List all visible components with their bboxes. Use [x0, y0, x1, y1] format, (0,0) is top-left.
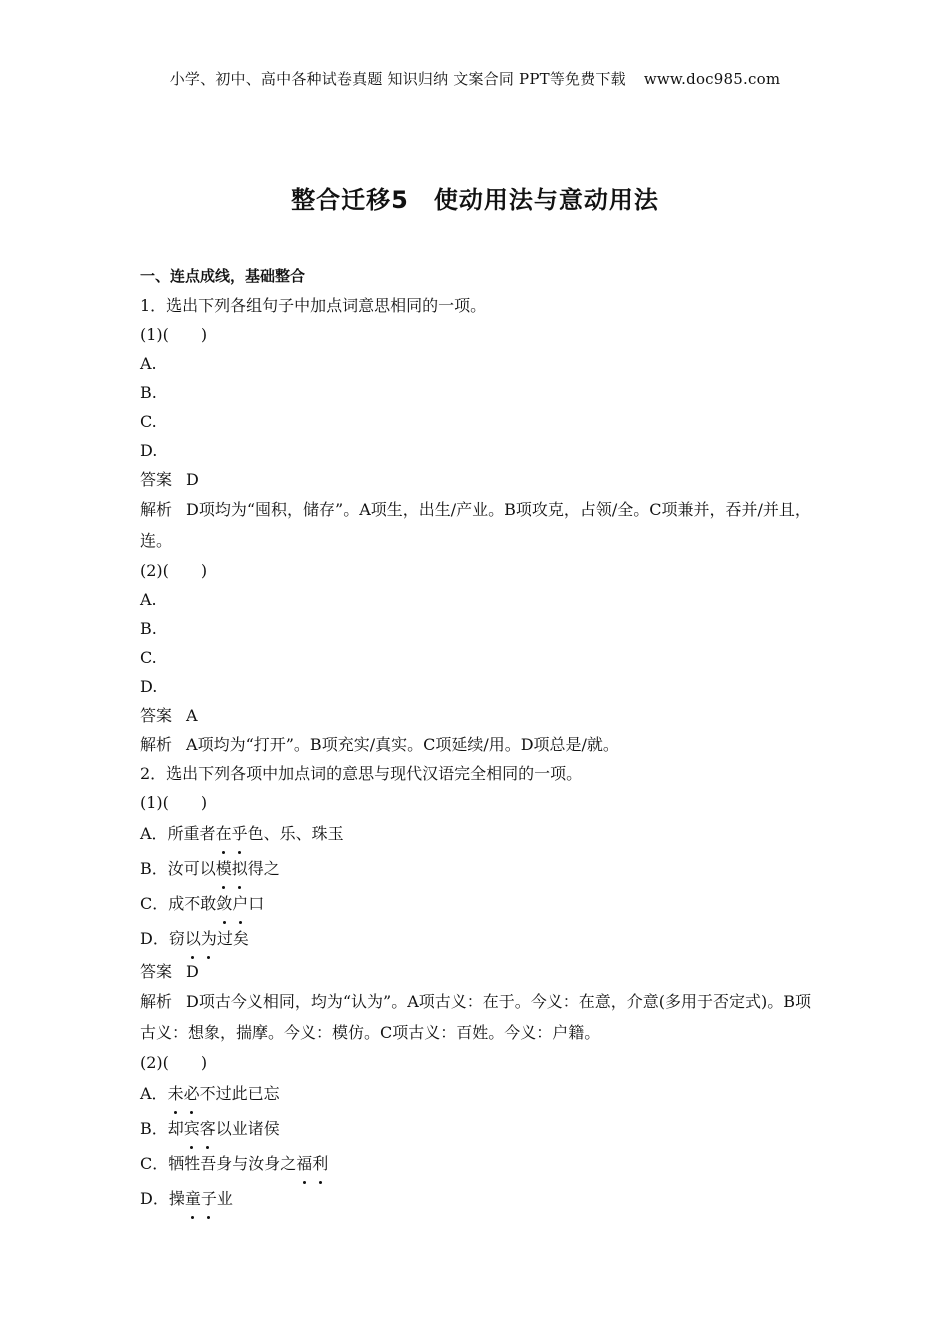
q1-part2-answer — [140, 701, 815, 730]
dotted-char: 利 — [312, 1147, 328, 1180]
option-text: 口 — [248, 894, 265, 913]
dotted-char: 为 — [201, 922, 217, 955]
q2-part1-option-b — [140, 852, 815, 887]
q1-part2-option-b: B. — [140, 619, 157, 638]
q2-part1-option-a — [140, 817, 815, 852]
option-text: D．窃 — [140, 929, 185, 948]
analysis-text: D项古今义相同，均为“认为”。A项古义：在于。今义：在意，介意(多用于否定式)。B项古义：想象，揣摩。今义：模仿。C项古义：百姓。今义：户籍。 — [140, 992, 812, 1042]
option-text: 业 — [216, 1189, 233, 1208]
analysis-label: 解析 — [140, 992, 173, 1011]
option-text: B．却 — [140, 1119, 184, 1138]
q1-part1-option-b: B. — [140, 383, 157, 402]
dotted-char: 子 — [201, 1182, 217, 1215]
option-text: 色、乐、珠玉 — [247, 824, 344, 843]
q2-part1-analysis — [140, 986, 815, 1048]
option-text: 以业诸侯 — [215, 1119, 280, 1138]
header-site: www.doc985.com — [643, 70, 781, 88]
dotted-char: 未 — [168, 1077, 184, 1110]
q1-part1-option-c: C. — [140, 412, 157, 431]
page-title: 整合迁移5 使动用法与意动用法 — [291, 186, 659, 214]
q1-part1-answer — [140, 465, 815, 494]
option-text: B．汝可以 — [140, 859, 216, 878]
q2-part2-number: (2)( ) — [140, 1053, 208, 1072]
analysis-text: D项均为“囤积，储存”。A项生，出生/产业。B项攻克，占领/全。C项兼并，吞并/并且，连。 — [140, 500, 811, 550]
answer-value: A — [186, 706, 198, 725]
option-text: 过矣 — [216, 929, 249, 948]
q2-part1-answer — [140, 957, 815, 986]
q1-part1-analysis — [140, 494, 815, 556]
answer-label: 答案 — [140, 470, 173, 489]
option-text: A． — [140, 1084, 168, 1103]
option-text: 得之 — [247, 859, 280, 878]
q1-part2-analysis — [140, 730, 815, 759]
q2-part2-option-a — [140, 1077, 815, 1112]
answer-label: 答案 — [140, 962, 173, 981]
dotted-char: 户 — [232, 887, 248, 920]
q2-part2-option-b — [140, 1112, 815, 1147]
option-text: A．所重者 — [140, 824, 216, 843]
dotted-char: 敛 — [216, 887, 232, 920]
question-1-stem: 1．选出下列各组句子中加点词意思相同的一项。 — [140, 296, 487, 315]
q1-part2-number: (2)( ) — [140, 561, 208, 580]
q1-part1-number: (1)( ) — [140, 325, 208, 344]
header-text: 小学、初中、高中各种试卷真题 知识归纳 文案合同 PPT等免费下载 — [169, 70, 626, 88]
analysis-label: 解析 — [140, 500, 173, 519]
dotted-char: 宾 — [184, 1112, 200, 1145]
q1-part2-option-a: A. — [140, 590, 157, 609]
page-header — [0, 68, 950, 89]
dotted-char: 模 — [216, 852, 232, 885]
dotted-char: 以 — [185, 922, 201, 955]
q2-part1-number: (1)( ) — [140, 793, 208, 812]
section-heading: 一、连点成线，基础整合 — [140, 267, 306, 285]
answer-value: D — [186, 470, 199, 489]
q2-part2-option-c — [140, 1147, 815, 1182]
dotted-char: 童 — [185, 1182, 201, 1215]
q2-part1-option-d — [140, 922, 815, 957]
q2-part1-option-c — [140, 887, 815, 922]
q2-part2-option-d — [140, 1182, 815, 1217]
dotted-char: 乎 — [232, 817, 248, 850]
option-text: D．操 — [140, 1189, 185, 1208]
option-text: C．牺牲吾身与汝身之 — [140, 1154, 297, 1173]
option-text: 不过此已忘 — [199, 1084, 280, 1103]
q1-part1-option-d: D. — [140, 441, 158, 460]
dotted-char: 在 — [216, 817, 232, 850]
q1-part2-option-c: C. — [140, 648, 157, 667]
dotted-char: 客 — [200, 1112, 216, 1145]
document-body — [140, 262, 815, 1217]
q1-part2-option-d: D. — [140, 677, 158, 696]
answer-label: 答案 — [140, 706, 173, 725]
option-text: C．成不敢 — [140, 894, 217, 913]
analysis-text: A项均为“打开”。B项充实/真实。C项延续/用。D项总是/就。 — [186, 735, 619, 754]
question-2-stem: 2．选出下列各项中加点词的意思与现代汉语完全相同的一项。 — [140, 764, 583, 783]
dotted-char: 福 — [296, 1147, 312, 1180]
q1-part1-option-a: A. — [140, 354, 157, 373]
dotted-char: 必 — [184, 1077, 200, 1110]
answer-value: D — [186, 962, 199, 981]
dotted-char: 拟 — [232, 852, 248, 885]
analysis-label: 解析 — [140, 735, 173, 754]
